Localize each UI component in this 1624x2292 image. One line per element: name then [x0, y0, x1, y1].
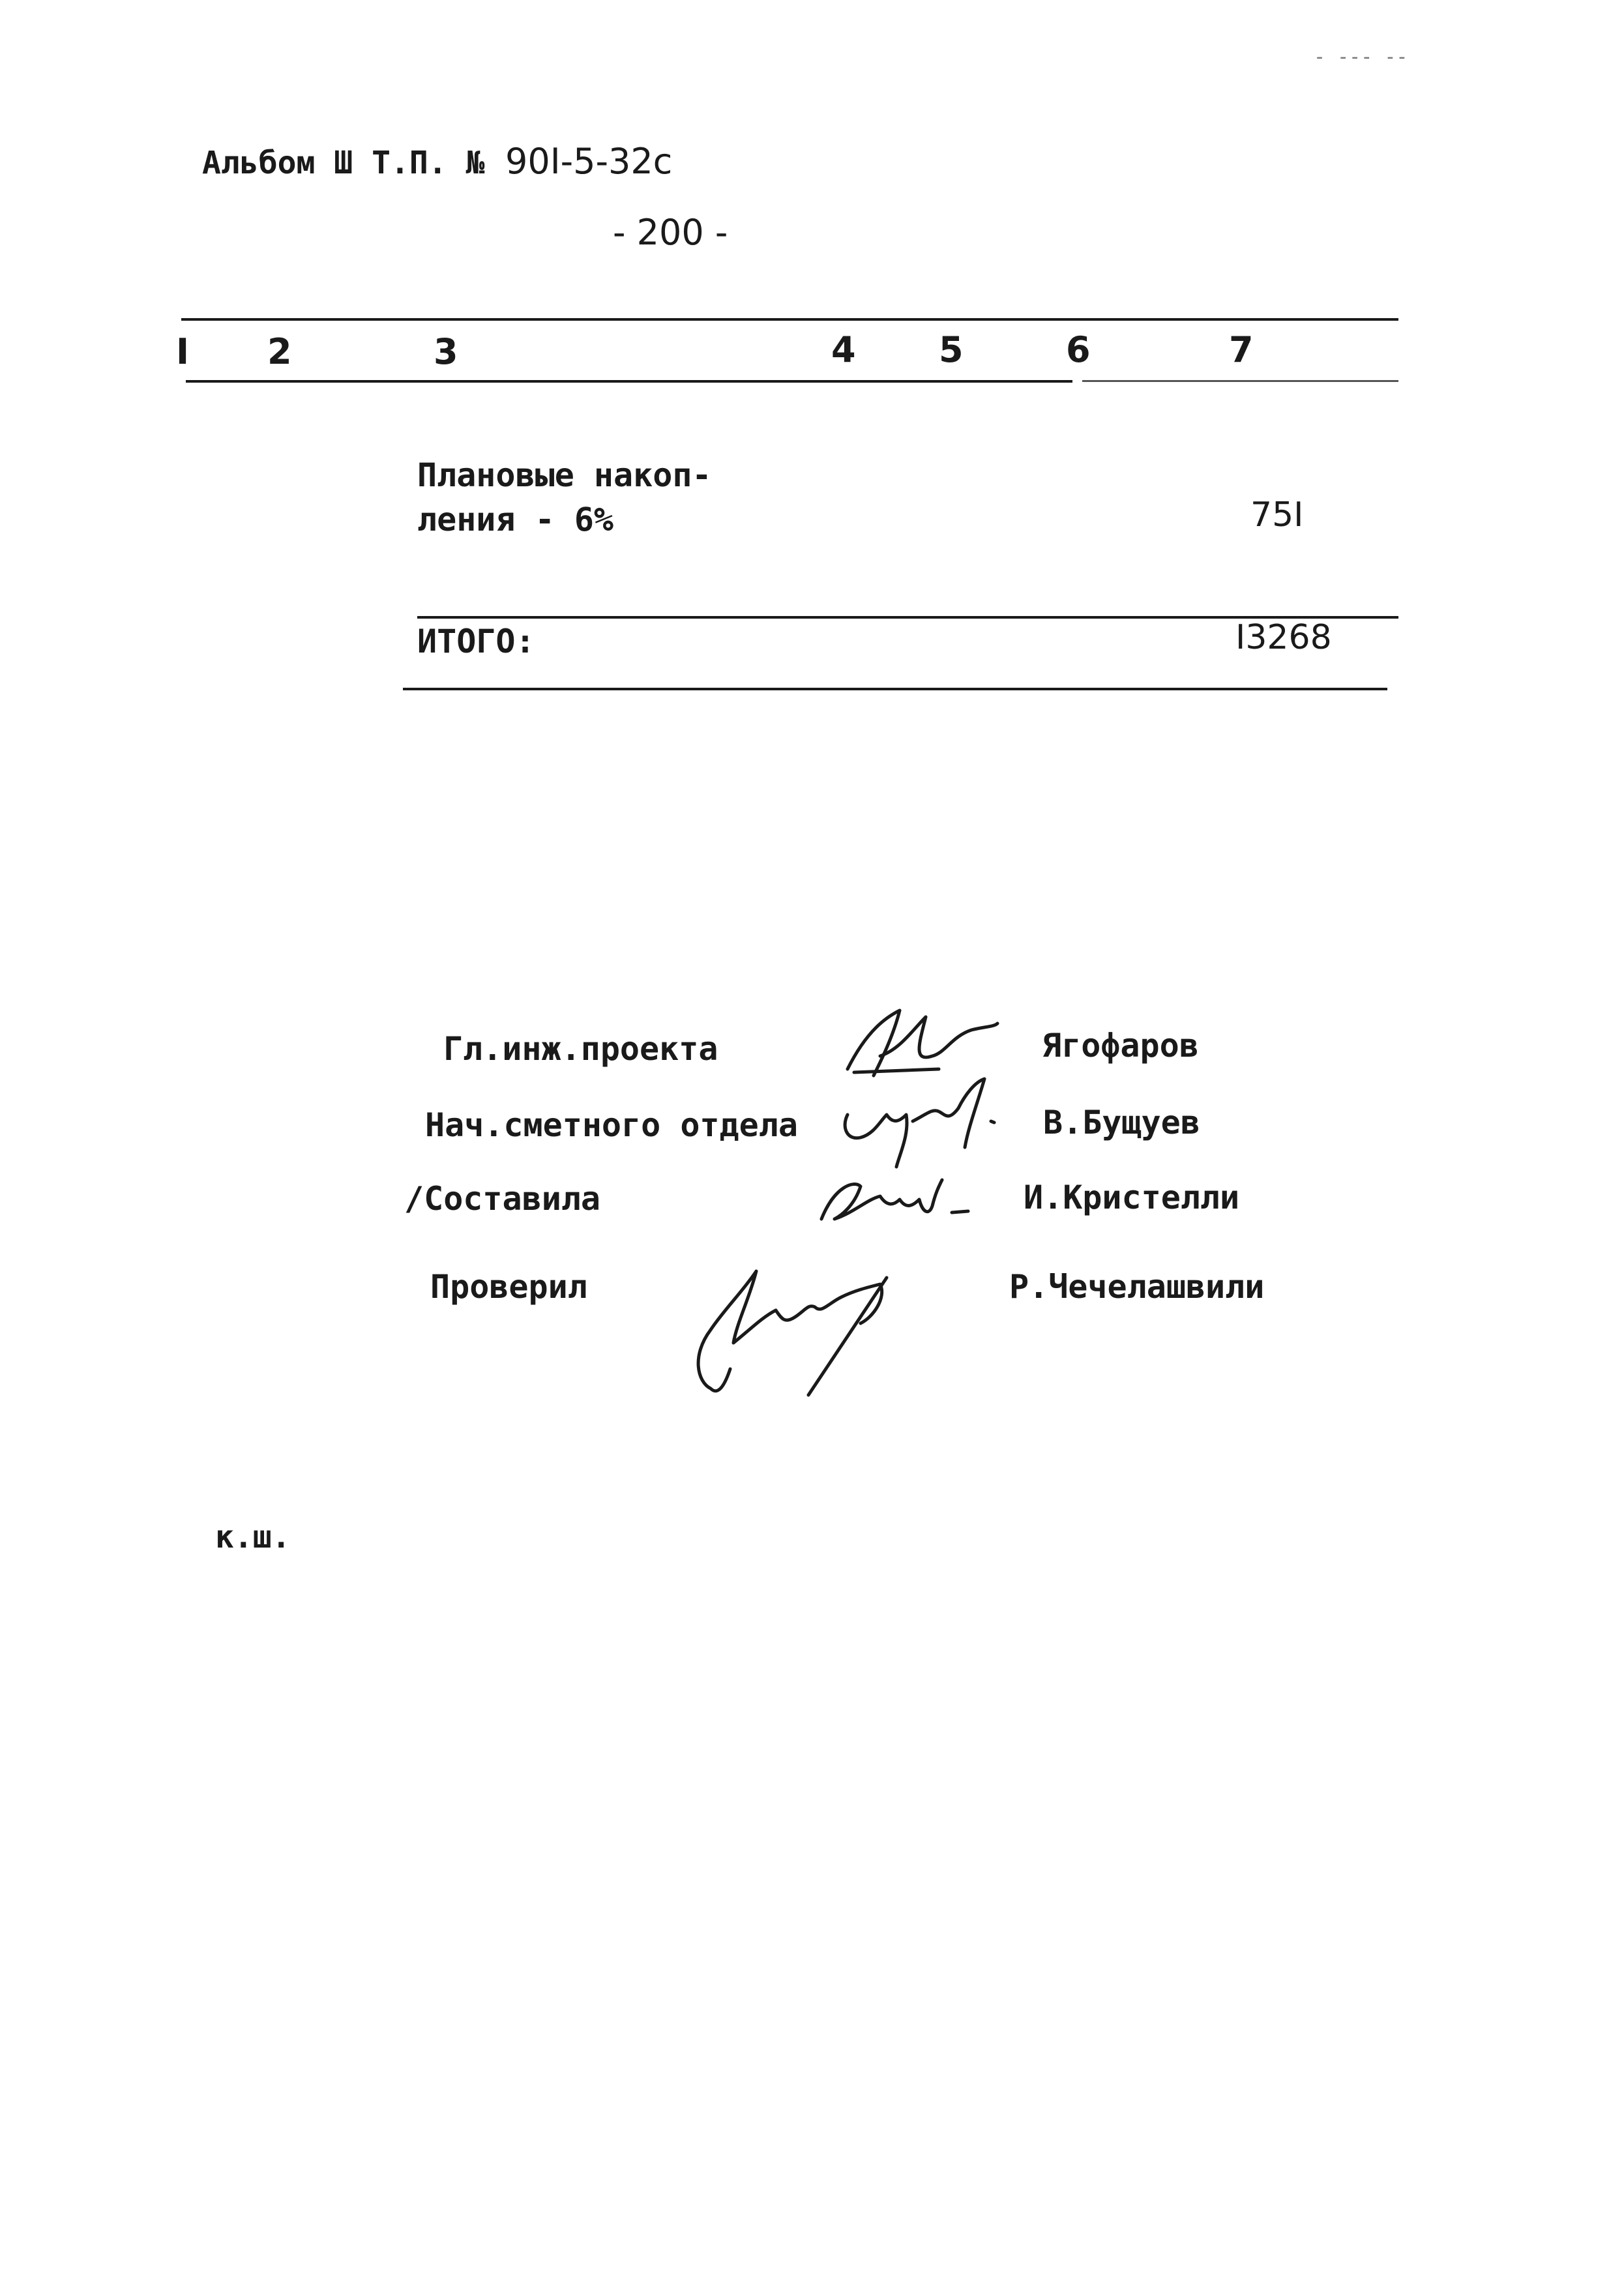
- album-label: Альбом Ш Т.П. №: [202, 145, 485, 181]
- total-label: ИТОГО:: [417, 623, 535, 660]
- table-header-rule-dashed: [1082, 380, 1398, 382]
- signer-role-3: /Составила: [404, 1180, 601, 1218]
- total-bottom-rule: [403, 688, 1387, 690]
- column-number-3: 3: [434, 331, 458, 372]
- signer-name-4: Р.Чечелашвили: [1009, 1268, 1265, 1306]
- table-top-rule: [181, 318, 1398, 321]
- signature-4: [672, 1258, 932, 1408]
- row-description-line1: Плановые накоп-: [417, 456, 712, 494]
- column-number-2: 2: [267, 331, 292, 372]
- signer-role-4: Проверил: [430, 1268, 587, 1306]
- column-number-7: 7: [1229, 329, 1254, 370]
- signature-1: [841, 991, 997, 1089]
- signer-name-2: В.Бущуев: [1043, 1104, 1200, 1141]
- footer-mark: к.ш.: [215, 1519, 291, 1555]
- page-number: - 200 -: [613, 212, 728, 253]
- signature-3: [815, 1160, 971, 1232]
- column-number-4: 4: [831, 329, 856, 370]
- project-number: 90I-5-32c: [505, 141, 673, 182]
- row-amount: 75I: [1250, 495, 1304, 535]
- row-description-line2: ления - 6%: [417, 501, 614, 538]
- total-amount: I3268: [1235, 618, 1332, 657]
- signature-2: [834, 1076, 1004, 1173]
- signer-name-3: И.Кристелли: [1024, 1179, 1240, 1216]
- column-number-1: I: [176, 331, 190, 372]
- signer-role-1: Гл.инж.проекта: [443, 1030, 718, 1068]
- signer-role-2: Нач.сметного отдела: [425, 1106, 798, 1144]
- column-number-6: 6: [1066, 329, 1091, 370]
- corner-mark: - --- --: [1314, 46, 1408, 68]
- column-number-5: 5: [939, 329, 964, 370]
- signer-name-1: Ягофаров: [1042, 1027, 1199, 1065]
- table-header-rule: [186, 380, 1072, 383]
